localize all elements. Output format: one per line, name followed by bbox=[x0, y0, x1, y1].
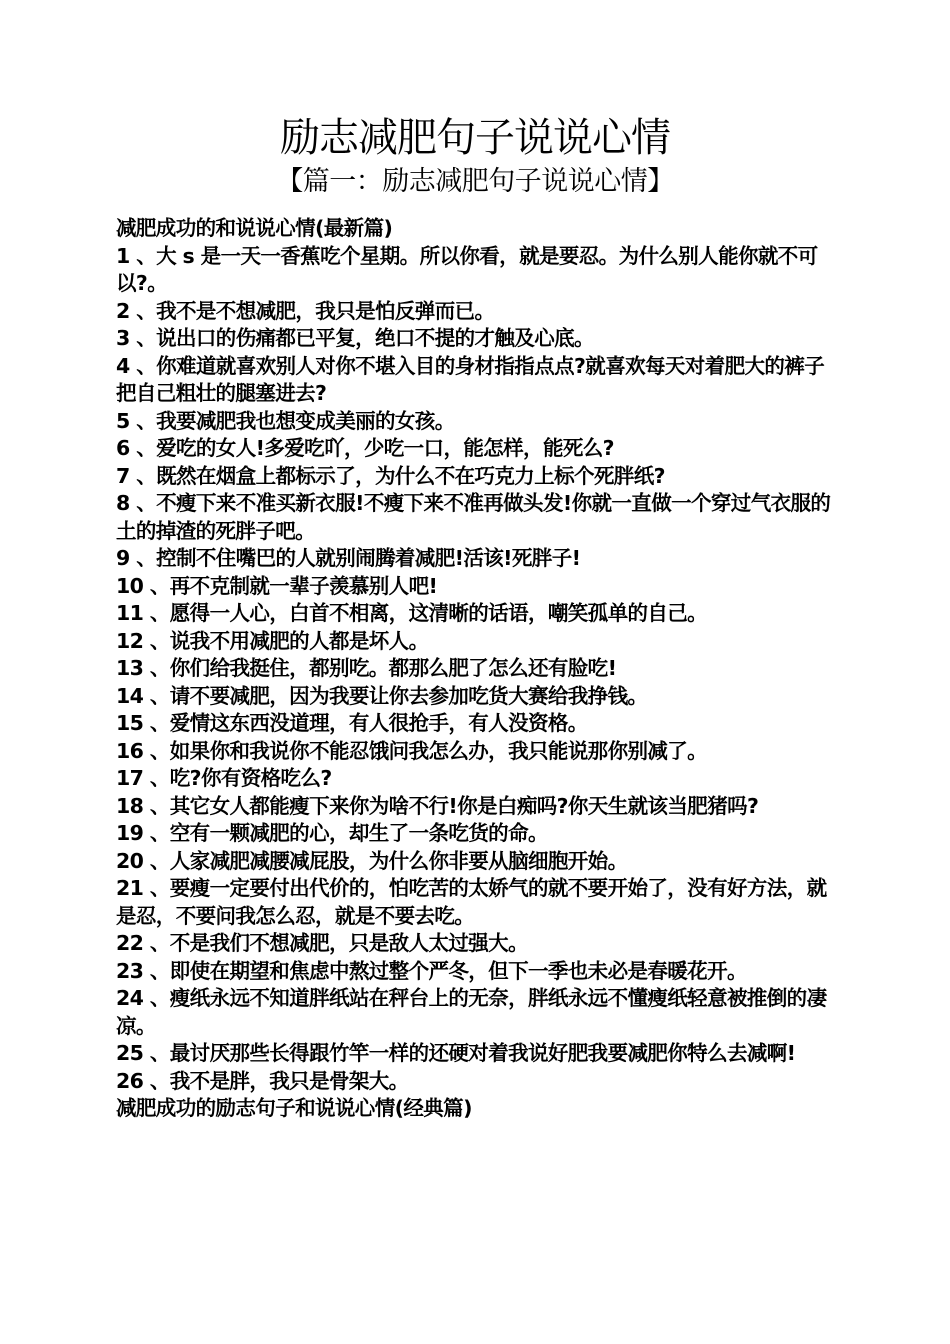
list-item: 5 、我要减肥我也想变成美丽的女孩。 bbox=[116, 408, 455, 433]
list-item: 16 、如果你和我说你不能忍饿问我怎么办，我只能说那你别减了。 bbox=[116, 738, 708, 763]
list-item: 24 、瘦纸永远不知道胖纸站在秤台上的无奈，胖纸永远不懂瘦纸轻意被推倒的凄凉。 bbox=[116, 986, 827, 1038]
list-item: 25 、最讨厌那些长得跟竹竿一样的还硬对着我说好肥我要减肥你特么去减啊! bbox=[116, 1041, 796, 1065]
list-item: 20 、人家减肥减腰减屁股，为什么你非要从脑细胞开始。 bbox=[116, 848, 628, 873]
list-item: 12 、说我不用减肥的人都是坏人。 bbox=[116, 628, 429, 653]
list-item: 1 、大 s 是一天一香蕉吃个星期。所以你看，就是要忍。为什么别人能你就不可以?。 bbox=[116, 243, 818, 295]
list-item: 22 、不是我们不想减肥，只是敌人太过强大。 bbox=[116, 931, 528, 955]
list-item: 15 、爱情这东西没道理，有人很抢手，有人没资格。 bbox=[116, 711, 588, 735]
section-heading-classic: 减肥成功的励志句子和说说心情(经典篇) bbox=[116, 1096, 472, 1120]
list-item: 13 、你们给我挺住，都别吃。都那么肥了怎么还有脸吃! bbox=[116, 656, 617, 680]
list-item: 17 、吃?你有资格吃么? bbox=[116, 766, 332, 790]
document-body bbox=[116, 215, 834, 1123]
list-item: 8 、不瘦下来不准买新衣服!不瘦下来不准再做头发!你就一直做一个穿过气衣服的土的掉渣的死胖子吧。 bbox=[116, 491, 831, 543]
list-item: 9 、控制不住嘴巴的人就别闹腾着减肥!活该!死胖子! bbox=[116, 546, 581, 570]
list-item: 3 、说出口的伤痛都已平复，绝口不提的才触及心底。 bbox=[116, 326, 594, 350]
list-item: 26 、我不是胖，我只是骨架大。 bbox=[116, 1068, 409, 1093]
list-item: 18 、其它女人都能瘦下来你为啥不行!你是白痴吗?你天生就该当肥猪吗? bbox=[116, 793, 759, 818]
list-item: 10 、再不克制就一辈子羡慕别人吧! bbox=[116, 573, 438, 598]
document-title: 励志减肥句子说说心情 bbox=[280, 115, 670, 161]
section-heading-latest: 减肥成功的和说说心情(最新篇) bbox=[116, 216, 393, 240]
list-item: 19 、空有一颗减肥的心，却生了一条吃货的命。 bbox=[116, 821, 548, 845]
list-item: 21 、要瘦一定要付出代价的，怕吃苦的太娇气的就不要开始了，没有好方法，就是忍，不要问我怎么忍，就是不要去吃。 bbox=[116, 876, 827, 928]
list-item: 6 、爱吃的女人!多爱吃吖，少吃一口，能怎样，能死么? bbox=[116, 436, 614, 460]
list-item: 4 、你难道就喜欢别人对你不堪入目的身材指指点点?就喜欢每天对着肥大的裤子把自己粗壮的腿塞进去? bbox=[116, 353, 825, 405]
list-item: 14 、请不要减肥，因为我要让你去参加吃货大赛给我挣钱。 bbox=[116, 683, 648, 708]
list-item: 23 、即使在期望和焦虑中熬过整个严冬，但下一季也未必是春暖花开。 bbox=[116, 958, 747, 983]
document-subtitle: 【篇一：励志减肥句子说说心情】 bbox=[276, 166, 674, 197]
list-item: 2 、我不是不想减肥，我只是怕反弹而已。 bbox=[116, 298, 495, 323]
list-item: 11 、愿得一人心，白首不相离，这清晰的话语，嘲笑孤单的自己。 bbox=[116, 601, 708, 625]
list-item: 7 、既然在烟盒上都标示了，为什么不在巧克力上标个死胖纸? bbox=[116, 463, 665, 488]
